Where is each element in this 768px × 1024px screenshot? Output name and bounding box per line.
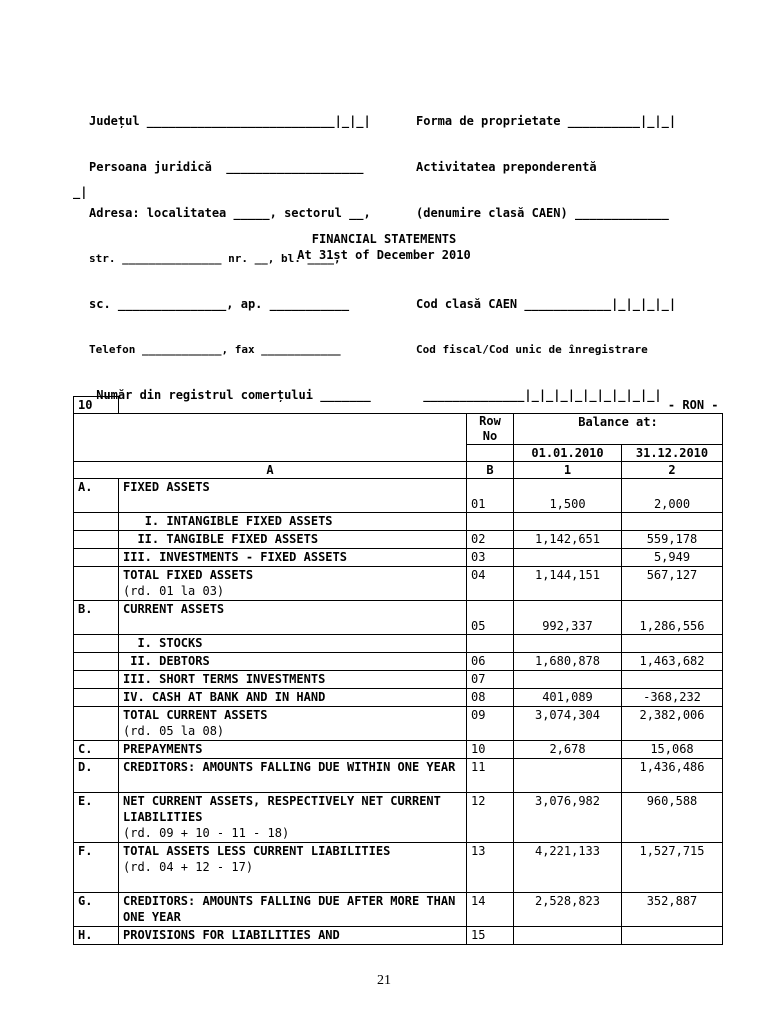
form-code: 10 xyxy=(74,397,119,414)
value-2010-start: 3,074,304 xyxy=(514,707,622,741)
row-letter: F. xyxy=(74,843,119,893)
table-row xyxy=(74,635,723,653)
row-formula: (rd. 09 + 10 - 11 - 18) xyxy=(123,826,290,840)
value-2010-start: 992,337 xyxy=(514,601,622,635)
row-label-text: TOTAL CURRENT ASSETS xyxy=(123,708,268,722)
row-label xyxy=(119,531,467,549)
row-letter: E. xyxy=(74,793,119,843)
value-2010-end: 352,887 xyxy=(622,893,723,927)
balance-sheet-table xyxy=(73,396,723,945)
row-label-text: I. INTANGIBLE FIXED ASSETS xyxy=(123,514,333,528)
row-letter xyxy=(74,567,119,601)
row-letter xyxy=(74,635,119,653)
value-2010-start: 1,142,651 xyxy=(514,531,622,549)
row-formula: (rd. 05 la 08) xyxy=(123,724,225,738)
row-label-text: IV. CASH AT BANK AND IN HAND xyxy=(123,690,326,704)
row-number: 04 xyxy=(467,567,514,601)
row-label-text: II. DEBTORS xyxy=(123,654,210,668)
header-street-line: str. _______________ nr. __, bl. ____, xyxy=(89,252,341,266)
value-2010-start: 2,528,823 xyxy=(514,893,622,927)
row-number: 06 xyxy=(467,653,514,671)
header-blank-cell xyxy=(74,414,467,462)
row-label-text: PROVISIONS FOR LIABILITIES AND xyxy=(123,928,340,942)
row-number: 05 xyxy=(467,601,514,635)
row-letter xyxy=(74,689,119,707)
row-letter: G. xyxy=(74,893,119,927)
row-no-header: Row No xyxy=(467,414,514,445)
header-activity-line: Activitatea preponderentă xyxy=(416,160,597,175)
row-formula: (rd. 01 la 03) xyxy=(123,584,225,598)
row-label xyxy=(119,689,467,707)
row-letter: A. xyxy=(74,479,119,513)
table-row xyxy=(74,707,723,741)
row-label xyxy=(119,843,467,893)
col-1-header: 1 xyxy=(514,462,622,479)
row-label-text: TOTAL ASSETS LESS CURRENT LIABILITIES xyxy=(123,844,391,858)
row-number: 09 xyxy=(467,707,514,741)
value-2010-end: 15,068 xyxy=(622,741,723,759)
value-2010-start xyxy=(514,513,622,531)
header-caen-code-line: Cod clasă CAEN ____________|_|_|_|_| xyxy=(416,296,677,311)
row-number xyxy=(467,513,514,531)
value-2010-start xyxy=(514,635,622,653)
row-number: 12 xyxy=(467,793,514,843)
table-row xyxy=(74,601,723,635)
header-fiscal-code-label: Cod fiscal/Cod unic de înregistrare xyxy=(416,343,648,357)
row-letter: C. xyxy=(74,741,119,759)
row-letter xyxy=(74,531,119,549)
row-number: 03 xyxy=(467,549,514,567)
row-letter: D. xyxy=(74,759,119,793)
table-row xyxy=(74,741,723,759)
value-2010-end: 2,382,006 xyxy=(622,707,723,741)
table-row xyxy=(74,549,723,567)
value-2010-start: 1,144,151 xyxy=(514,567,622,601)
value-2010-end: 1,286,556 xyxy=(622,601,723,635)
row-number: 07 xyxy=(467,671,514,689)
row-no-header-blank xyxy=(467,445,514,462)
table-row xyxy=(74,531,723,549)
header-building-line: sc. _______________, ap. ___________ xyxy=(89,296,350,311)
row-label-text: CREDITORS: AMOUNTS FALLING DUE AFTER MORE THAN ONE YEAR xyxy=(123,894,463,924)
row-label-text: III. SHORT TERMS INVESTMENTS xyxy=(123,672,326,686)
row-label-text: TOTAL FIXED ASSETS xyxy=(123,568,254,582)
value-2010-end: 1,436,486 xyxy=(622,759,723,793)
row-label-text: I. STOCKS xyxy=(123,636,203,650)
col-a-header: A xyxy=(74,462,467,479)
row-label-text: CURRENT ASSETS xyxy=(123,602,225,616)
value-2010-end xyxy=(622,671,723,689)
title-line-1: FINANCIAL STATEMENTS xyxy=(311,232,457,246)
row-number: 01 xyxy=(467,479,514,513)
header-ownership-line: Forma de proprietate __________|_|_| xyxy=(416,114,677,129)
row-label xyxy=(119,549,467,567)
row-label xyxy=(119,793,467,843)
value-2010-end xyxy=(622,513,723,531)
row-number xyxy=(467,635,514,653)
value-2010-start xyxy=(514,927,622,945)
row-label xyxy=(119,707,467,741)
value-2010-end: 5,949 xyxy=(622,549,723,567)
row-label-text: II. TANGIBLE FIXED ASSETS xyxy=(123,532,319,546)
currency-label: - RON - xyxy=(119,397,723,414)
value-2010-start xyxy=(514,759,622,793)
row-number: 10 xyxy=(467,741,514,759)
table-row xyxy=(74,689,723,707)
header-caen-name-line: (denumire clasă CAEN) _____________ xyxy=(416,205,669,220)
value-2010-end: 2,000 xyxy=(622,479,723,513)
table-row xyxy=(74,927,723,945)
value-2010-start: 2,678 xyxy=(514,741,622,759)
row-label-text: III. INVESTMENTS - FIXED ASSETS xyxy=(123,550,347,564)
row-label-text: NET CURRENT ASSETS, RESPECTIVELY NET CURRENT LIABILITIES xyxy=(123,794,449,824)
row-label xyxy=(119,601,467,635)
table-row xyxy=(74,671,723,689)
value-2010-end: -368,232 xyxy=(622,689,723,707)
col-b-header: B xyxy=(467,462,514,479)
row-label xyxy=(119,567,467,601)
row-letter: H. xyxy=(74,927,119,945)
row-letter xyxy=(74,513,119,531)
row-number: 08 xyxy=(467,689,514,707)
value-2010-start: 3,076,982 xyxy=(514,793,622,843)
value-2010-start: 4,221,133 xyxy=(514,843,622,893)
header-tail: _| xyxy=(73,185,88,199)
row-label xyxy=(119,927,467,945)
table-row xyxy=(74,793,723,843)
document-title xyxy=(0,231,768,263)
value-2010-start xyxy=(514,549,622,567)
col-2-header: 2 xyxy=(622,462,723,479)
balance-header: Balance at: xyxy=(514,414,723,445)
header-registry-line: Număr din registrul comerțului _______ xyxy=(89,388,371,403)
row-label xyxy=(119,513,467,531)
table-row xyxy=(74,513,723,531)
row-label-text: PREPAYMENTS xyxy=(123,742,203,756)
header-address-line: Adresa: localitatea _____, sectorul __, xyxy=(89,205,371,220)
date-header-1: 01.01.2010 xyxy=(514,445,622,462)
value-2010-end xyxy=(622,635,723,653)
value-2010-start: 1,500 xyxy=(514,479,622,513)
value-2010-start: 1,680,878 xyxy=(514,653,622,671)
row-label-text: FIXED ASSETS xyxy=(123,480,210,494)
value-2010-start xyxy=(514,671,622,689)
table-row xyxy=(74,653,723,671)
row-letter xyxy=(74,707,119,741)
header-phone-line: Telefon ____________, fax ____________ xyxy=(89,343,341,357)
row-number: 11 xyxy=(467,759,514,793)
header-fiscal-code-line: ______________|_|_|_|_|_|_|_|_|_| xyxy=(416,388,662,403)
row-number: 15 xyxy=(467,927,514,945)
value-2010-end xyxy=(622,927,723,945)
value-2010-end: 1,463,682 xyxy=(622,653,723,671)
value-2010-end: 559,178 xyxy=(622,531,723,549)
table-row xyxy=(74,759,723,793)
table-row xyxy=(74,479,723,513)
row-number: 14 xyxy=(467,893,514,927)
value-2010-start: 401,089 xyxy=(514,689,622,707)
row-formula: (rd. 04 + 12 - 17) xyxy=(123,860,254,874)
row-letter: B. xyxy=(74,601,119,635)
row-label xyxy=(119,635,467,653)
row-number: 02 xyxy=(467,531,514,549)
table-row xyxy=(74,567,723,601)
page-number: 21 xyxy=(377,973,391,988)
row-label xyxy=(119,741,467,759)
row-letter xyxy=(74,671,119,689)
header-legal-entity-line: Persoana juridică ___________________ xyxy=(89,160,364,175)
table-row xyxy=(74,843,723,893)
date-header-2: 31.12.2010 xyxy=(622,445,723,462)
value-2010-end: 960,588 xyxy=(622,793,723,843)
value-2010-end: 567,127 xyxy=(622,567,723,601)
row-label xyxy=(119,653,467,671)
header-county-line: Județul __________________________|_|_| xyxy=(89,114,371,129)
row-number: 13 xyxy=(467,843,514,893)
table-row xyxy=(74,893,723,927)
row-letter xyxy=(74,549,119,567)
row-label-text: CREDITORS: AMOUNTS FALLING DUE WITHIN ONE YEAR xyxy=(123,760,456,774)
value-2010-end: 1,527,715 xyxy=(622,843,723,893)
title-line-2: At 31st of December 2010 xyxy=(297,248,471,262)
row-label xyxy=(119,479,467,513)
row-label xyxy=(119,671,467,689)
row-label xyxy=(119,759,467,793)
row-letter xyxy=(74,653,119,671)
row-label xyxy=(119,893,467,927)
